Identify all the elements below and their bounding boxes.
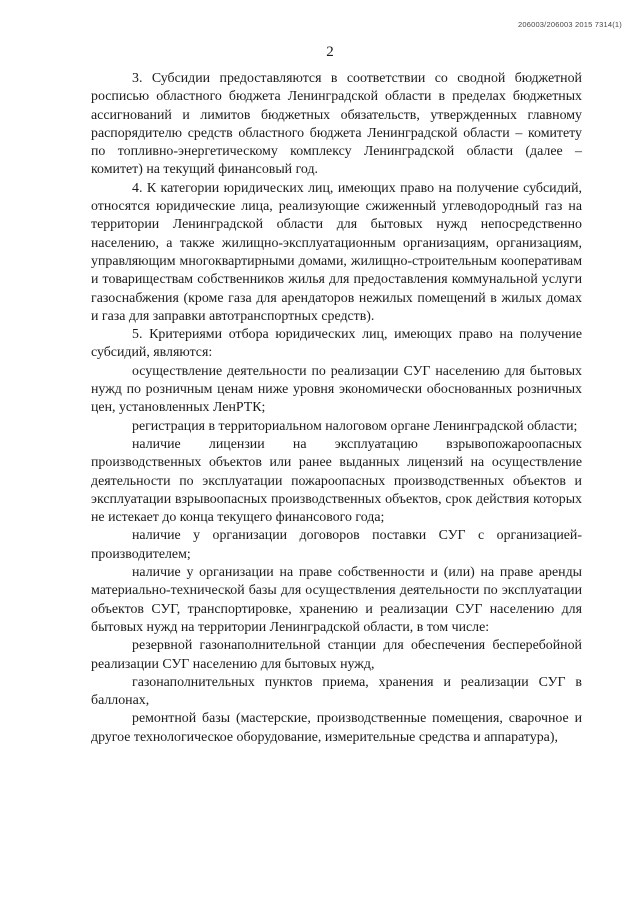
material-base-filling-points: газонаполнительных пунктов приема, хранения и реализации СУГ в баллонах,: [91, 674, 582, 709]
paragraph-subsidies-budget: 3. Субсидии предоставляются в соответствии со сводной бюджетной росписью областного бюджета Ленинградской области в пределах бюджетных ассигнований и лимитов бюджетных обязательств, утвержденных главному распорядителю средств областного бюджета Ленинградской области – комитету по топливно-энергетическому комплексу Ленинградской области (далее – комитет) на текущий финансовый год.: [91, 71, 582, 178]
document-registration-code: 206003/206003 2015 7314(1): [517, 20, 622, 29]
criterion-tax-registration: регистрация в территориальном налоговом органе Ленинградской области;: [132, 418, 578, 434]
paragraph-selection-criteria: 5. Критериями отбора юридических лиц, имеющих право на получение субсидий, являются:: [91, 327, 582, 361]
document-body: [91, 70, 582, 747]
criterion-retail-prices: осуществление деятельности по реализации СУГ населению для бытовых нужд по розничным ценам ниже уровня экономически обоснованных розничных цен, установленных ЛенРТК;: [91, 363, 582, 416]
criterion-material-base: наличие у организации на праве собственности и (или) на праве аренды материально-технической базы для осуществления деятельности по эксплуатации объектов СУГ, транспортировке, хранению и реализации СУГ населению для бытовых нужд на территории Ленинградской области, в том числе:: [91, 565, 582, 635]
criterion-supply-contracts: наличие у организации договоров поставки СУГ с организацией-производителем;: [91, 528, 582, 562]
page-number: 2: [326, 44, 334, 60]
criterion-license: наличие лицензии на эксплуатацию взрывопожароопасных производственных объектов или ранее выданных лицензий на осуществление деятельности по эксплуатации пожароопасных производственных объектов и эксплуатации взрывоопасных производственных объектов, срок действия которых не истекает до конца текущего финансового года;: [91, 436, 582, 526]
material-base-reserve-station: резервной газонаполнительной станции для обеспечения бесперебойной реализации СУГ населению для бытовых нужд,: [91, 638, 582, 672]
material-base-repair-facility: ремонтной базы (мастерские, производственные помещения, сварочное и другое технологическое оборудование, измерительные средства и аппаратура),: [91, 711, 582, 745]
paragraph-eligible-entities: 4. К категории юридических лиц, имеющих право на получение субсидий, относятся юридические лица, реализующие сжиженный углеводородный газ на территории Ленинградской области для бытовых нужд непосредственно населению, а также жилищно-эксплуатационным организациям, организациям, управляющим многоквартирными домами, жилищно-строительным кооперативам и товариществам собственников жилья для предоставления коммунальной услуги газоснабжения (кроме газа для арендаторов нежилых помещений в жилых домах и газа для заправки автотранспортных средств).: [91, 180, 582, 324]
